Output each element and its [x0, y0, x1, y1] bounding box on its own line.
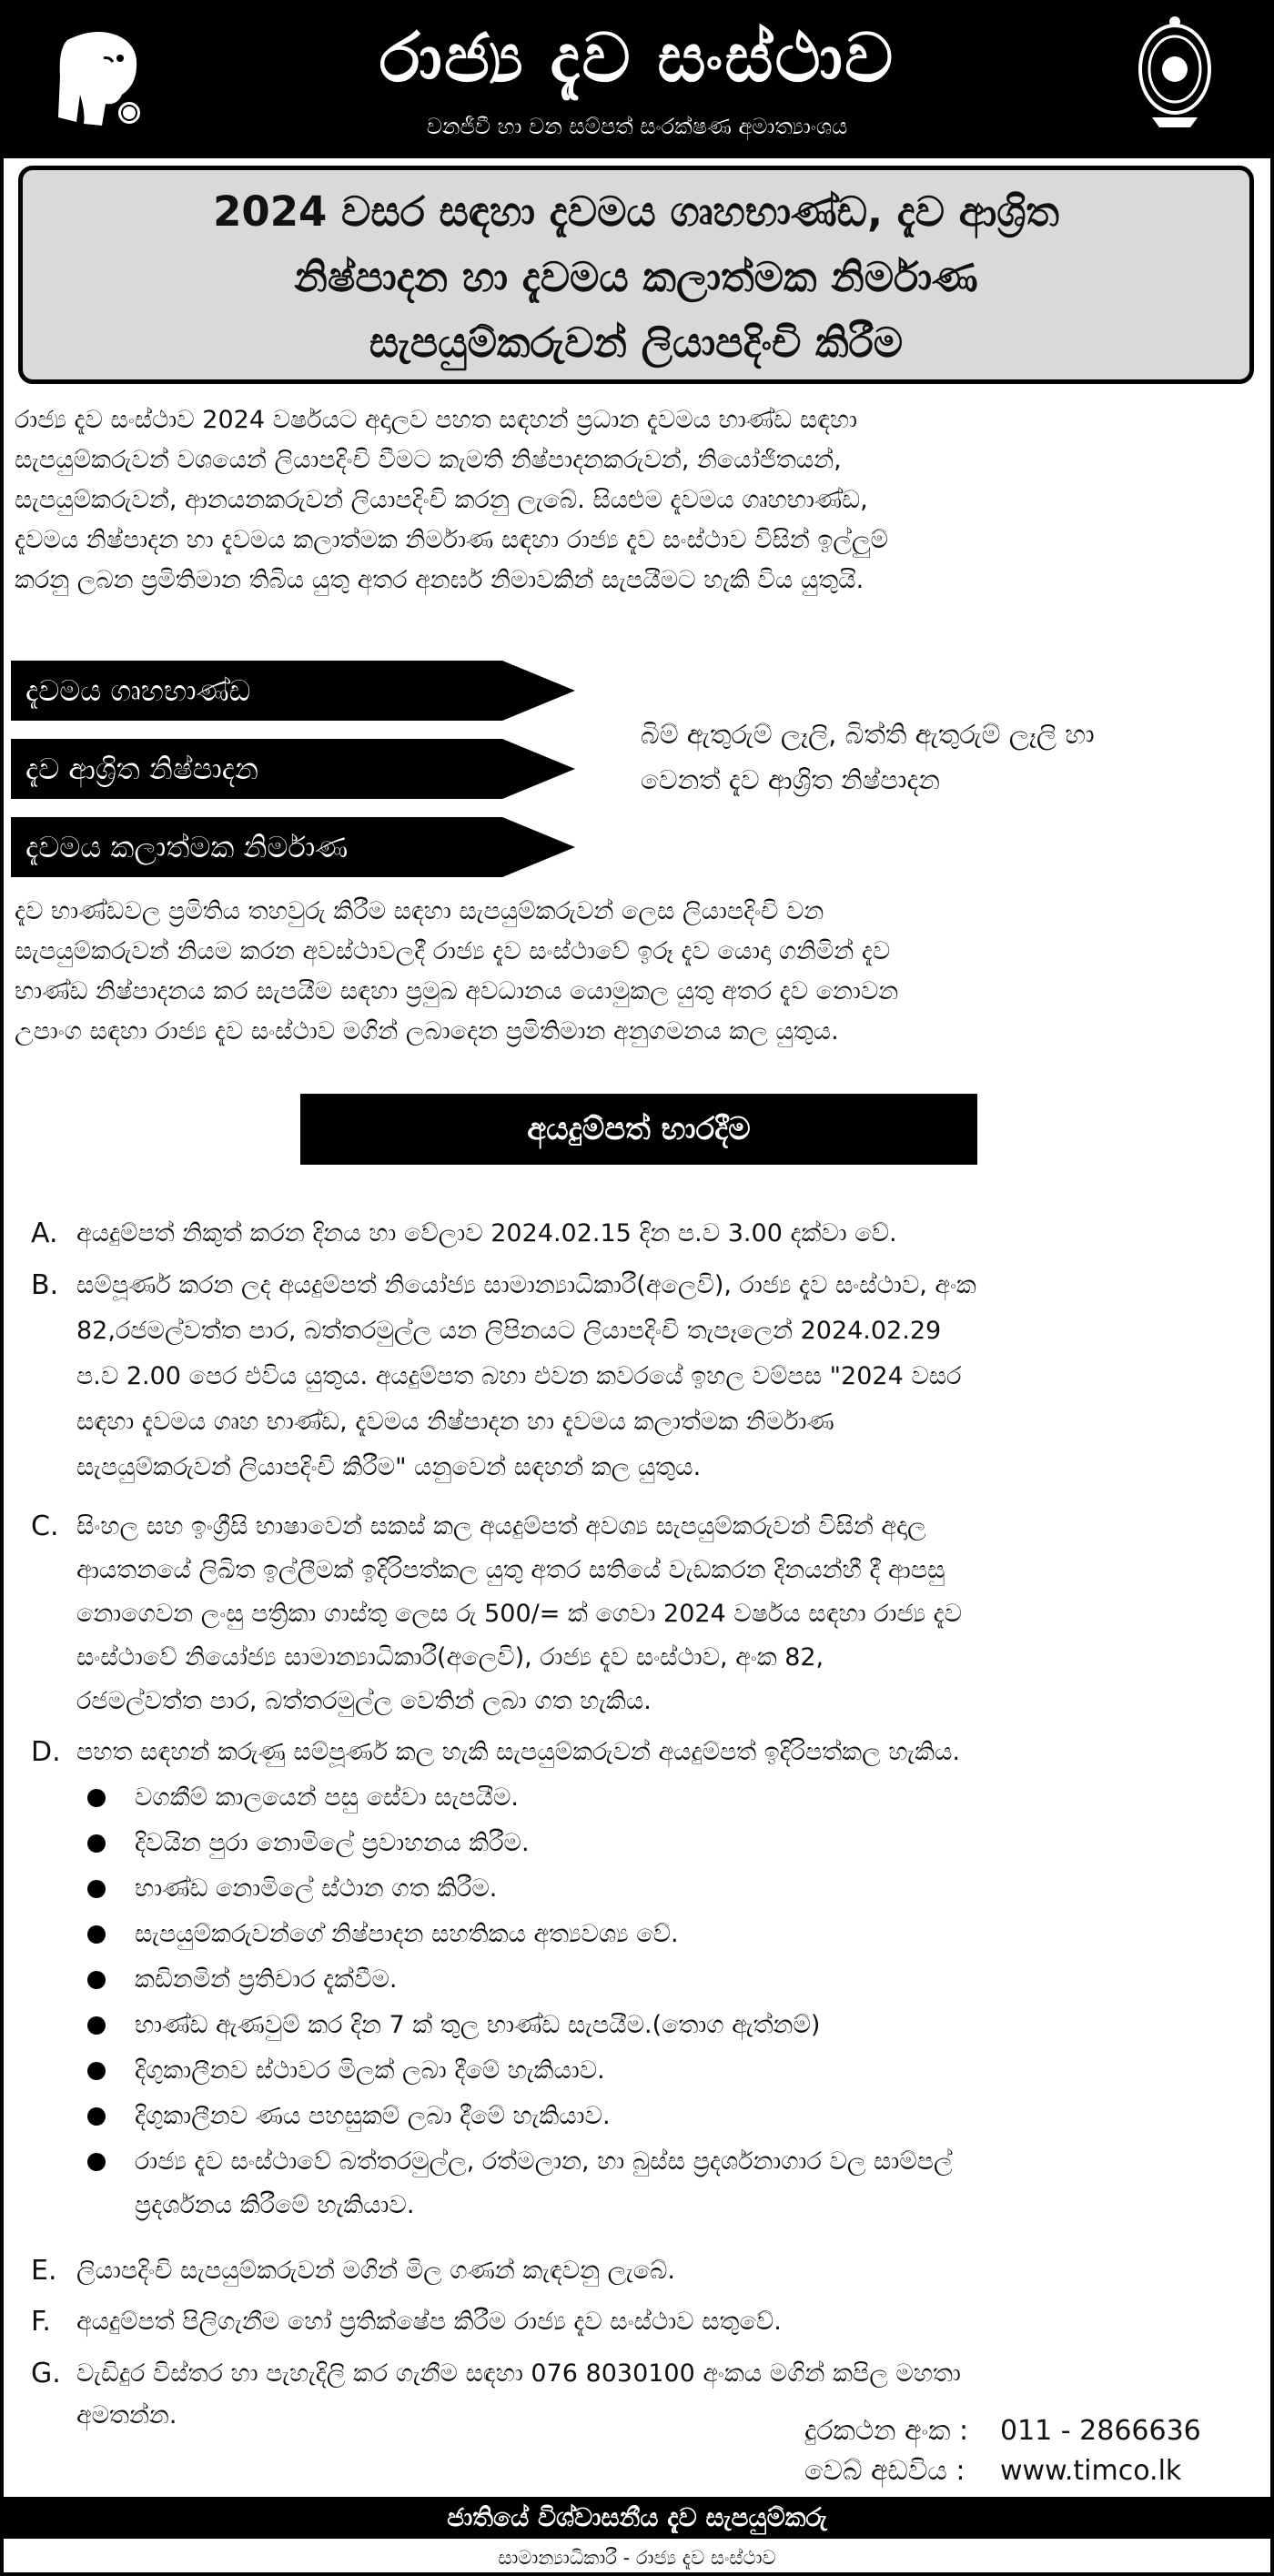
- footer-slogan: ජාතියේ විශ්වාසනීය දැව සැපයුම්කරු: [4, 2497, 1270, 2539]
- bullet-text: දිවයින පුරා නොමිලේ ප්‍රවාහනය කිරීම.: [135, 1829, 530, 1857]
- application-submission-banner: අයදුම්පත් භාරදීම: [300, 1094, 977, 1165]
- item-line: නොගෙවන ලංසු පත්‍රිකා ගාස්තු ලෙස රු 500/= ක් ගෙවා 2024 වර්ෂය සඳහා රාජ්‍ය දැව: [76, 1600, 963, 1628]
- bullet-item: [87, 1867, 1252, 1911]
- category-label: දැව ආශ්‍රිත නිෂ්පාදන: [25, 752, 258, 786]
- category-label: දැවමය කලාත්මක නිර්මාණ: [25, 830, 349, 864]
- item-line: සඳහා දැවමය ගෘහ භාණ්ඩ, දැවමය නිෂ්පාදන හා දැවමය කලාත්මක නිර්මාණ: [76, 1408, 834, 1436]
- item-line: ලියාපදිංචි සැපයුම්කරුවන් මගින් මිල ගණන් කැඳවනු ලැබේ.: [76, 2257, 675, 2285]
- paragraph-line: භාණ්ඩ නිෂ්පාදනය කර සැපයීම සඳහා ප්‍රමුඛ අවධානය යොමුකල යුතු අතර දැව නොවන: [15, 977, 899, 1005]
- item-line: අයදුම්පත් පිලිගැනීම හෝ ප්‍රතික්ෂේප කිරීම රාජ්‍ය දැව සංස්ථාව සතුවේ.: [76, 2308, 782, 2336]
- item-line: සිංහල සහ ඉංග්‍රීසි භාෂාවෙන් සකස් කල අයදුම්පත් අවශ්‍ය සැපයුම්කරුවන් විසින් අදාල: [76, 1512, 926, 1541]
- elephant-logo-icon: [49, 22, 154, 136]
- paragraph-line: සැපයුම්කරුවන් නියම කරන අවස්ථාවලදී රාජ්‍ය දැව සංස්ථාවේ ඉරූ දැව යොදා ගනිමින් දැව: [15, 937, 891, 965]
- bullet-dot-icon: [87, 1880, 106, 1898]
- item-letter: E.: [31, 2255, 57, 2287]
- bullet-dot-icon: [87, 2153, 106, 2171]
- item-letter: A.: [31, 1217, 58, 1249]
- ministry-name: වනජීවී හා වන සම්පත් සංරක්ෂණ අමාත්‍යාංශය: [426, 114, 848, 139]
- item-line: සංස්ථාවේ නියෝජ්‍ය සාමාන්‍යාධිකාරී(අලෙවි), රාජ්‍ය දැව සංස්ථාව, අංක 82,: [76, 1643, 824, 1672]
- contact-block: [804, 2411, 1269, 2491]
- item-letter: C.: [31, 1510, 59, 1542]
- bullet-item: [87, 1958, 1252, 2002]
- web-row: [804, 2451, 1269, 2491]
- paragraph-line: රාජ්‍ය දැව සංස්ථාව 2024 වර්ෂයට අදාලව පහත සඳහන් ප්‍රධාන දැවමය භාණ්ඩ සඳහා: [15, 406, 858, 434]
- title-line: 2024 වසර සඳහා දැවමය ගෘහභාණ්ඩ, දැව ආශ්‍රිත: [213, 187, 1059, 236]
- bullet-item: [87, 2095, 1252, 2138]
- paragraph-line: සැපයුම්කරුවන්, ආනයනකරුවන් ලියාපදිංචි කරනු ලැබේ. සියළුම දැවමය ගෘහභාණ්ඩ,: [15, 486, 868, 514]
- paragraph-line: කරනු ලබන ප්‍රමිතිමාන තිබිය යුතු අතර අනර්ඝ නිමාවකින් සැපයීමට හැකි විය යුතුයි.: [15, 566, 864, 594]
- bullet-text: රාජ්‍ය දැව සංස්ථාවේ බත්තරමුල්ල, රත්මලාන, හා බුස්ස ප්‍රදර්ශනාගාර වල සාම්පල්: [135, 2147, 953, 2176]
- phone-label: දුරකථන අංක :: [804, 2415, 969, 2447]
- item-line: සම්පූර්ණ කරන ලද අයදුම්පත් නියෝජ්‍ය සාමාන්‍යාධිකාරී(අලෙවි), රාජ්‍ය දැව සංස්ථාව, අංක: [76, 1271, 976, 1299]
- bullet-text: භාණ්ඩ නොමිලේ ස්ථාන ගත කිරීම.: [135, 1874, 498, 1903]
- item-line: ආයතනයේ ලිඛිත ඉල්ලීමක් ඉදිරිපත්කල යුතු අතර සතියේ වැඩකරන දිනයන්හී දී ආපසු: [76, 1556, 945, 1584]
- bullet-item: [87, 2004, 1252, 2047]
- title-box: [18, 166, 1254, 384]
- header-banner: [4, 4, 1270, 158]
- item-letter: F.: [31, 2306, 51, 2338]
- web-value: www.timco.lk: [1000, 2455, 1182, 2487]
- phone-row: [804, 2411, 1269, 2451]
- item-letter: D.: [31, 1736, 61, 1768]
- bullet-dot-icon: [87, 2016, 106, 2035]
- title-line: සැපයුම්කරුවන් ලියාපදිංචි කිරීම: [369, 318, 904, 367]
- note-line: වෙනත් දැව ආශ්‍රිත නිෂ්පාදන: [641, 764, 940, 795]
- web-label: වෙබ් අඩවිය :: [804, 2455, 966, 2487]
- category-furniture: [11, 661, 575, 721]
- bullet-text: ප්‍රදර්ශනය කිරීමේ හැකියාව.: [135, 2191, 415, 2219]
- item-letter: B.: [31, 1269, 59, 1301]
- item-line: රජමල්වත්ත පාර, බත්තරමුල්ල වෙතින් ලබා ගත හැකිය.: [76, 1687, 652, 1715]
- bullet-text: වගකීම් කාලයෙන් පසු සේවා සැපයීම.: [135, 1783, 519, 1812]
- bullet-dot-icon: [87, 2107, 106, 2126]
- category-timber-products: [11, 739, 575, 799]
- item-line: පහත සඳහන් කරුණු සම්පූර්ණ කල හැකි සැපයුම්කරුවන් අයදුම්පත් ඉදිරිපත්කල හැකිය.: [76, 1738, 960, 1766]
- bullet-text: භාණ්ඩ ඇණවුම් කර දින 7 ක් තුල භාණ්ඩ සැපයීම.(තොග ඇත්නම්): [135, 2011, 821, 2039]
- bullet-item: [87, 2140, 1252, 2227]
- bullet-item: [87, 1822, 1252, 1865]
- item-line: අමතන්න.: [76, 2401, 177, 2430]
- footer-signature: සාමාන්‍යාධිකාරී - රාජ්‍ය දැව සංස්ථාව: [498, 2547, 776, 2569]
- bullet-item: [87, 1913, 1252, 1956]
- paragraph-line: සැපයුම්කරුවන් වශයෙන් ලියාපදිංචි වීමට කැමති නිෂ්පාදනකරුවන්, නියෝජිතයන්,: [15, 446, 842, 474]
- category-note: [641, 712, 1259, 803]
- bullet-text: කඩිනමින් ප්‍රතිචාර දැක්වීම.: [135, 1965, 398, 1994]
- title-line: නිෂ්පාදන හා දැවමය කලාත්මක නිර්මාණ: [294, 253, 978, 301]
- paragraph-line: දැව භාණ්ඩවල ප්‍රමිතිය තහවුරු කිරීම සඳහා සැපයුම්කරුවන් ලෙස ලියාපදිංචි වන: [15, 897, 824, 925]
- phone-value: 011 - 2866636: [1000, 2415, 1201, 2447]
- item-line: ප.ව 2.00 පෙර එවිය යුතුය. අයදුම්පත බහා එවන කවරයේ ඉහල වම්පස "2024 වසර: [76, 1362, 962, 1390]
- bullet-text: දිගුකාලීනව ණය පහසුකම් ලබා දීමේ හැකියාව.: [135, 2102, 611, 2130]
- bullet-dot-icon: [87, 1834, 106, 1853]
- sri-lanka-emblem-icon: [1134, 13, 1216, 131]
- note-line: බිම් ඇතුරුම් ලෑලි, බිත්ති ඇතුරුම් ලෑලි හා: [641, 719, 1095, 750]
- bullet-dot-icon: [87, 1925, 106, 1944]
- item-line: සැපයුම්කරුවන් ලියාපදිංචි කිරීම" යනුවෙන් සඳහන් කල යුතුය.: [76, 1453, 702, 1481]
- organization-name: රාජ්‍ය දැව සංස්ථාව: [379, 19, 895, 97]
- bullet-dot-icon: [87, 1789, 106, 1807]
- item-line: වැඩිදුර විස්තර හා පැහැදිලි කර ගැනීම සඳහා 076 8030100 අංකය මගින් කපිල මහතා: [76, 2359, 961, 2388]
- bullet-text: දිගුකාලීනව ස්ථාවර මිලක් ලබා දීමේ හැකියාව.: [135, 2056, 605, 2085]
- bullet-item: [87, 2049, 1252, 2093]
- item-line: 82,රජමල්වත්ත පාර, බත්තරමුල්ල යන ලිපිනයට ලියාපදිංචි තැපෑලෙන් 2024.02.29: [76, 1317, 942, 1345]
- bullet-dot-icon: [87, 1971, 106, 1989]
- item-line: අයදුම්පත් නිකුත් කරන දිනය හා වේලාව 2024.02.15 දින ප.ව 3.00 දක්වා වේ.: [76, 1219, 897, 1248]
- bullet-item: [87, 1776, 1252, 1820]
- category-label: දැවමය ගෘහභාණ්ඩ: [25, 673, 251, 708]
- bullet-dot-icon: [87, 2062, 106, 2080]
- paragraph-line: දැවමය නිෂ්පාදන හා දැවමය කලාත්මක නිර්මාණ සඳහා රාජ්‍ය දැව සංස්ථාව විසින් ඉල්ලුම්: [15, 526, 888, 554]
- standards-paragraph: [15, 892, 1252, 1052]
- intro-paragraph: [15, 400, 1252, 601]
- bullet-text: සැපයුම්කරුවන්ගේ නිෂ්පාදන සහතිකය අත්‍යවශ්‍ය වේ.: [135, 1920, 679, 1948]
- item-letter: G.: [31, 2358, 61, 2389]
- paragraph-line: උපාංග සඳහා රාජ්‍ය දැව සංස්ථාව මගින් ලබාදෙන ප්‍රමිතිමාන අනුගමනය කල යුතුය.: [15, 1017, 839, 1046]
- category-art-creations: [11, 817, 575, 877]
